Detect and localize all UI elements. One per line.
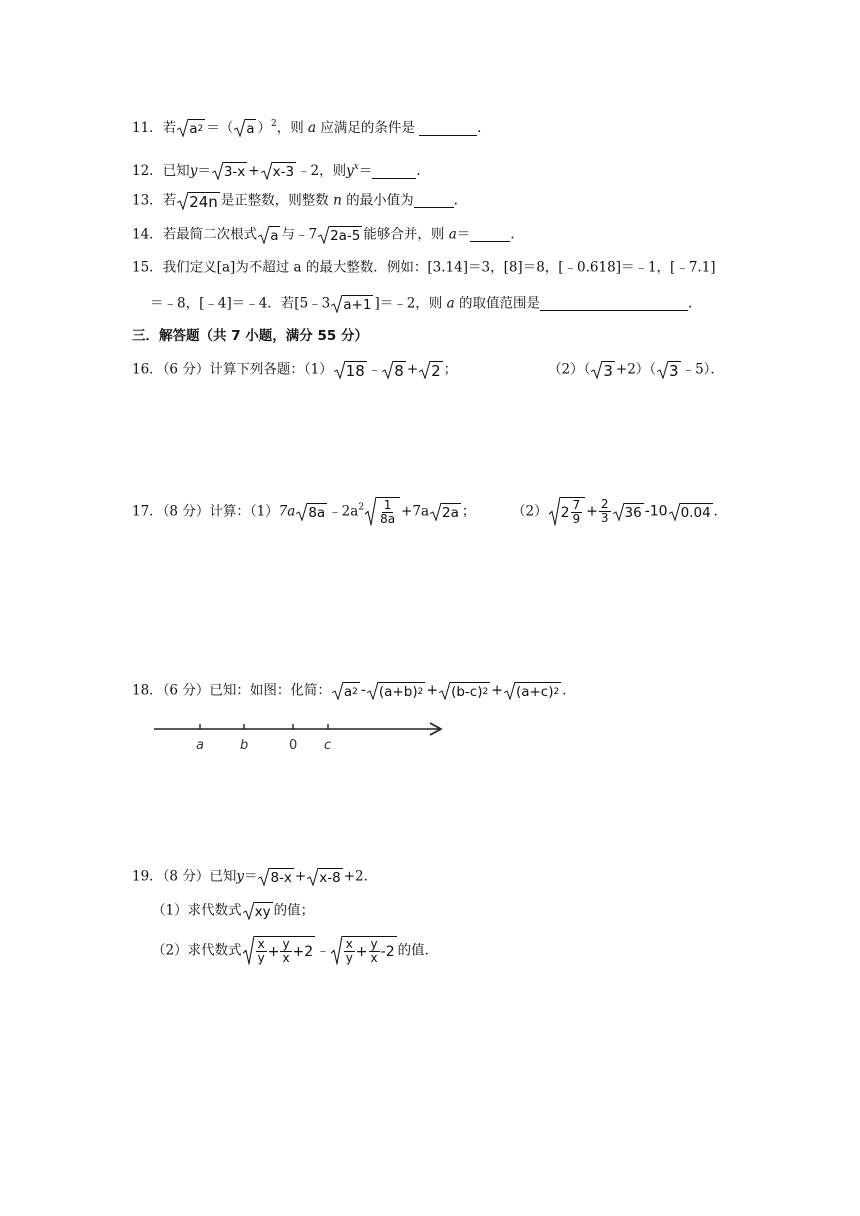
fraction: $\frac{7}{9}$	[572, 498, 581, 526]
radical: 0.04	[669, 503, 713, 521]
radical: 8	[382, 361, 406, 379]
answer-blank[interactable]	[419, 121, 477, 136]
fraction: $\frac{x}{y}$	[257, 937, 265, 965]
question-14: 14．若最简二次根式 a 与﹣7 2a-5 能够合并，则 a＝ .	[132, 226, 515, 244]
question-19: 19．（8 分）已知y＝ 8-x + x-8 +2．	[132, 868, 378, 886]
label-b: b	[240, 738, 249, 753]
radical: 3-x	[212, 162, 247, 180]
answer-blank[interactable]	[540, 296, 688, 311]
section-heading: 三．解答题（共 7 小题，满分 55 分）	[132, 328, 368, 344]
radical: 3	[657, 361, 681, 379]
radical: a	[234, 119, 256, 137]
answer-blank[interactable]	[470, 227, 510, 242]
question-15-line-2: ＝﹣8，[﹣4]＝﹣4．若[5﹣3 a+1 ]＝﹣2，则 a 的取值范围是 .	[150, 295, 693, 313]
radical: (a+c) 2	[504, 682, 561, 700]
radical: 2	[419, 361, 443, 379]
fraction: $\frac{1}{8a}$	[380, 498, 396, 526]
radical: 2 $\frac{7}{9}$	[549, 497, 586, 526]
radical: 24n	[177, 192, 220, 210]
radical: 2a-5	[318, 226, 362, 244]
question-16-part-2: （2）（ 3 +2）（ 3 ﹣5）．	[548, 361, 724, 380]
radical: 36	[613, 503, 644, 521]
label-c: c	[324, 738, 332, 753]
question-19-part-2: （2）求代数式 $\frac{x}{y}$ + $\frac{y}{x}$ +2 ﹣ $\frac{x}{y}$ + $\frac{y}{x}$ -2 的值．	[152, 937, 439, 965]
radical: x-3	[261, 162, 296, 180]
question-18: 18．（6 分）已知：如图：化简： a 2 - (a+b) 2 + (b-c) 2 + (a+c) 2 ．	[132, 682, 576, 700]
question-17-part-2: （2） 2 $\frac{7}{9}$ + $\frac{2}{3}$ 36 -10 0.04 ．	[512, 497, 728, 526]
question-12: 12．已知y＝ 3-x + x-3 ﹣2，则$y^x=$ .	[132, 162, 421, 180]
fraction: $\frac{y}{x}$	[282, 937, 290, 965]
radical: a+1	[331, 295, 373, 313]
question-13: 13．若 24n 是正整数，则整数 n 的最小值为 .	[132, 192, 458, 211]
fraction: $\frac{2}{3}$	[600, 497, 609, 525]
question-19-part-1: （1）求代数式 xy 的值；	[152, 902, 315, 920]
question-15-line-1: 15．我们定义[a]为不超过 a 的最大整数．例如：[3.14]＝3，[8]＝8，[﹣0.618]＝﹣1，[﹣7.1]	[132, 259, 716, 276]
question-11: 11．若 a 2 ＝（ a ）$^2$，则 a 应满足的条件是 .	[132, 119, 482, 137]
radical: 2a	[430, 503, 461, 521]
radical: 3	[591, 361, 615, 379]
fraction: $\frac{x}{y}$	[345, 937, 353, 965]
radical: a	[258, 226, 280, 244]
radical: x-8	[307, 868, 342, 886]
radical: $\frac{x}{y}$ + $\frac{y}{x}$ +2	[243, 936, 316, 965]
radical: xy	[243, 902, 273, 920]
answer-blank[interactable]	[414, 193, 454, 208]
fraction: $\frac{y}{x}$	[370, 937, 378, 965]
answer-blank[interactable]	[372, 164, 416, 179]
radical: $\frac{x}{y}$ + $\frac{y}{x}$ -2	[331, 936, 397, 965]
radical: a 2	[177, 119, 205, 137]
question-16-part-1: 16．（6 分）计算下列各题：（1） 18 ﹣ 8 + 2 ；	[132, 361, 458, 380]
radical: 18	[334, 361, 367, 379]
radical	[365, 497, 400, 526]
radical: 8a	[296, 503, 327, 521]
label-a: a	[196, 738, 204, 753]
radical: (b-c) 2	[439, 682, 490, 700]
label-0: 0	[289, 738, 298, 753]
radical: (a+b) 2	[367, 682, 425, 700]
number-line-figure	[150, 716, 450, 756]
question-17-part-1: 17．（8 分）计算：（1）7a 8a $﹣2a^2$ $\frac{1}{8a}$ +7a 2a ；	[132, 498, 476, 526]
radical: a 2	[332, 682, 360, 700]
radical: 8-x	[258, 868, 293, 886]
